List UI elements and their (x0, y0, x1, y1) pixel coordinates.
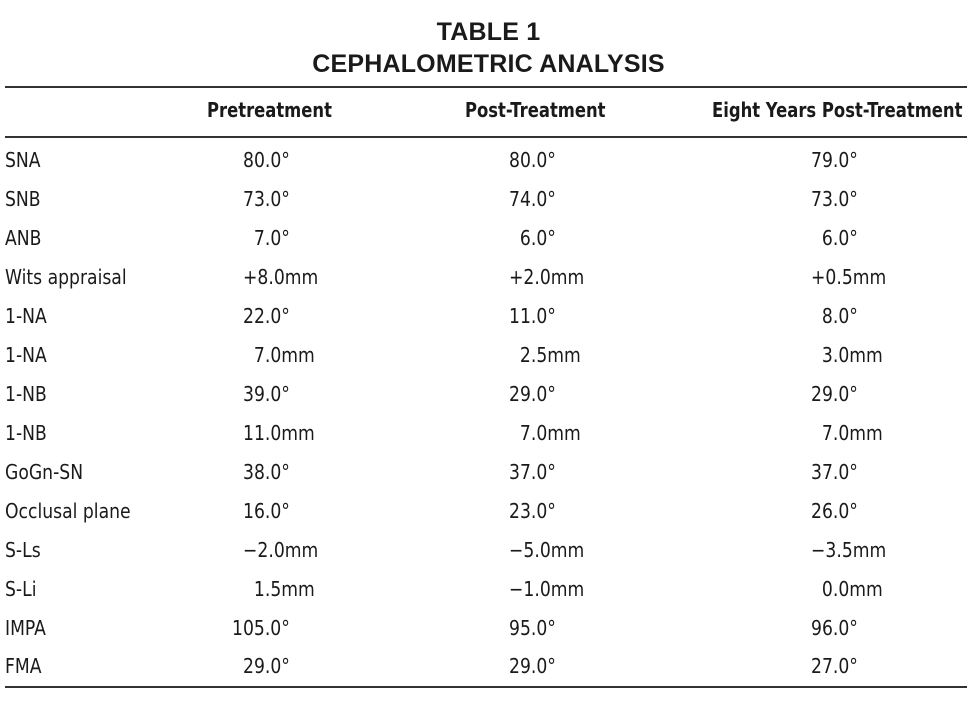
row-label: 1-NA (5, 343, 47, 367)
table-row (0, 615, 977, 654)
table-row (0, 498, 977, 537)
top-rule (5, 86, 967, 88)
post-treatment-value: −5.0mm (509, 538, 585, 562)
table-row (0, 147, 977, 186)
eight-years-value: −3.5mm (811, 538, 887, 562)
row-label: Wits appraisal (5, 265, 127, 289)
row-label: IMPA (5, 616, 46, 640)
table-title-line-1: TABLE 1 (436, 18, 541, 46)
post-treatment-value: 23.0° (509, 499, 556, 523)
eight-years-value: 96.0° (811, 616, 858, 640)
eight-years-value: 37.0° (811, 460, 858, 484)
eight-years-value: 26.0° (811, 499, 858, 523)
row-label: S-Li (5, 577, 37, 601)
post-treatment-value: +2.0mm (509, 265, 585, 289)
pretreatment-value: 38.0° (243, 460, 290, 484)
post-treatment-value: 6.0° (509, 226, 556, 250)
table-row (0, 342, 977, 381)
pretreatment-value: −2.0mm (243, 538, 319, 562)
pretreatment-value: 1.5mm (243, 577, 315, 601)
post-treatment-value: 29.0° (509, 654, 556, 678)
pretreatment-value: 22.0° (243, 304, 290, 328)
eight-years-value: +0.5mm (811, 265, 887, 289)
table-row (0, 420, 977, 459)
column-header-eight-years: Eight Years Post-Treatment (712, 98, 963, 122)
post-treatment-value: 95.0° (509, 616, 556, 640)
pretreatment-value: 105.0° (232, 616, 290, 640)
post-treatment-value: 37.0° (509, 460, 556, 484)
pretreatment-value: 29.0° (243, 654, 290, 678)
header-rule (5, 136, 967, 138)
bottom-rule (5, 686, 967, 688)
table-row (0, 303, 977, 342)
pretreatment-value: +8.0mm (243, 265, 319, 289)
post-treatment-value: −1.0mm (509, 577, 585, 601)
row-label: SNB (5, 187, 41, 211)
eight-years-value: 7.0mm (811, 421, 883, 445)
post-treatment-value: 80.0° (509, 148, 556, 172)
pretreatment-value: 80.0° (243, 148, 290, 172)
eight-years-value: 8.0° (811, 304, 858, 328)
pretreatment-value: 16.0° (243, 499, 290, 523)
row-label: ANB (5, 226, 42, 250)
pretreatment-value: 7.0mm (243, 343, 315, 367)
eight-years-value: 3.0mm (811, 343, 883, 367)
table-row (0, 381, 977, 420)
table-row (0, 186, 977, 225)
column-header-pretreatment: Pretreatment (207, 98, 332, 122)
pretreatment-value: 7.0° (243, 226, 290, 250)
post-treatment-value: 2.5mm (509, 343, 581, 367)
pretreatment-value: 39.0° (243, 382, 290, 406)
eight-years-value: 29.0° (811, 382, 858, 406)
table-row (0, 459, 977, 498)
row-label: SNA (5, 148, 41, 172)
pretreatment-value: 11.0mm (243, 421, 315, 445)
post-treatment-value: 29.0° (509, 382, 556, 406)
table-row (0, 537, 977, 576)
table-row (0, 225, 977, 264)
row-label: GoGn-SN (5, 460, 84, 484)
eight-years-value: 27.0° (811, 654, 858, 678)
row-label: S-Ls (5, 538, 41, 562)
pretreatment-value: 73.0° (243, 187, 290, 211)
eight-years-value: 79.0° (811, 148, 858, 172)
row-label: 1-NA (5, 304, 47, 328)
column-header-post-treatment: Post-Treatment (465, 98, 606, 122)
eight-years-value: 73.0° (811, 187, 858, 211)
post-treatment-value: 11.0° (509, 304, 556, 328)
table-row (0, 576, 977, 615)
post-treatment-value: 74.0° (509, 187, 556, 211)
post-treatment-value: 7.0mm (509, 421, 581, 445)
row-label: 1-NB (5, 421, 47, 445)
row-label: FMA (5, 654, 42, 678)
table-title-line-2: CEPHALOMETRIC ANALYSIS (312, 50, 665, 78)
eight-years-value: 0.0mm (811, 577, 883, 601)
eight-years-value: 6.0° (811, 226, 858, 250)
table-row (0, 264, 977, 303)
row-label: Occlusal plane (5, 499, 131, 523)
row-label: 1-NB (5, 382, 47, 406)
